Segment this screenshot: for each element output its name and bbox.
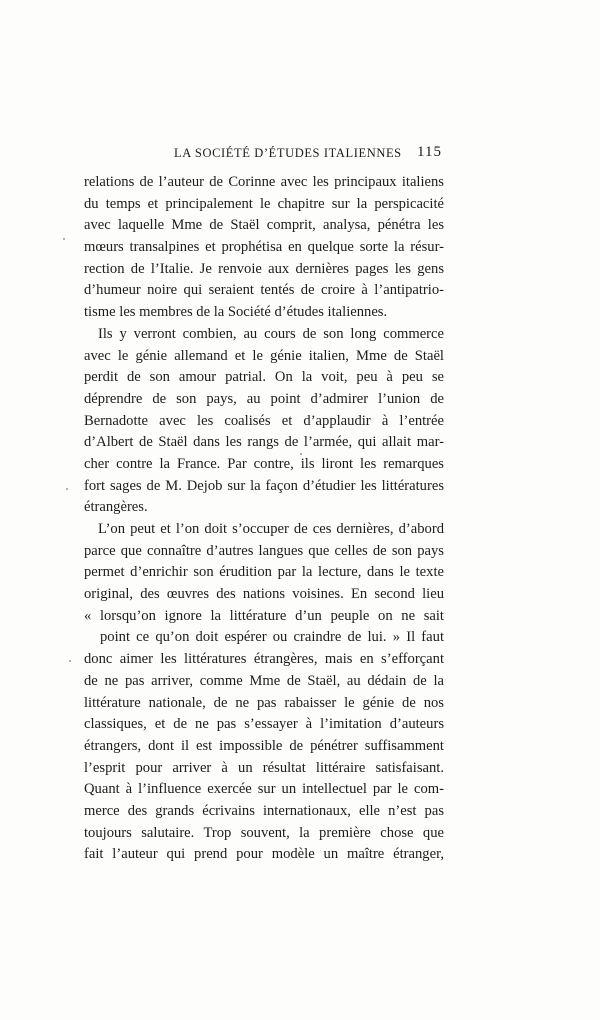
text-line: Quant à l’influence exercée sur un intellectuel par le com- xyxy=(84,781,444,798)
text-line: relations de l’auteur de Corinne avec les principaux italiens xyxy=(84,174,444,190)
text-line: rection de l’Italie. Je renvoie aux dernières pages les gens xyxy=(84,260,444,277)
text-line: mœurs transalpines et prophétisa en quelque sorte la résur- xyxy=(84,239,444,256)
text-line: fort sages de M. Dejob sur la façon d’étudier les littératures xyxy=(84,477,444,494)
text-line: merce des grands écrivains internationaux, elle n’est pas xyxy=(84,802,444,819)
text-line: perdit de son amour patrial. On la voit, peu à peu se xyxy=(84,369,444,386)
text-line: classiques, et de ne pas s’essayer à l’imitation d’auteurs xyxy=(84,716,444,733)
text-line: étrangers, dont il est impossible de pénétrer suffisamment xyxy=(84,737,444,754)
scan-speck xyxy=(66,488,68,490)
text-line: littérature nationale, de ne pas rabaisser le génie de nos xyxy=(84,694,444,711)
text-line: fait l’auteur qui prend pour modèle un maître étranger, xyxy=(84,846,444,863)
text-line: avec le génie allemand et le génie italien, Mme de Staël xyxy=(84,347,444,364)
text-line: parce que connaître d’autres langues que celles de son pays xyxy=(84,542,444,559)
running-title: LA SOCIÉTÉ D’ÉTUDES ITALIENNES xyxy=(174,146,402,160)
text-line: original, des œuvres des nations voisines. En second lieu xyxy=(84,586,444,603)
text-line: l’esprit pour arriver à un résultat littéraire satisfaisant. xyxy=(84,759,444,776)
text-line: donc aimer les littératures étrangères, mais en s’efforçant xyxy=(84,651,444,668)
text-line: « lorsqu’on ignore la littérature d’un peuple on ne sait xyxy=(84,607,444,624)
scan-speck xyxy=(69,660,71,662)
text-line: permet d’enrichir son érudition par la lecture, dans le texte xyxy=(84,564,444,581)
page-number: 115 xyxy=(417,144,442,160)
scan-speck xyxy=(63,238,65,240)
text-line: tisme les membres de la Société d’études italiennes. xyxy=(84,304,388,321)
running-head xyxy=(92,146,442,166)
paragraph-first-line: L’on peut et l’on doit s’occuper de ces dernières, d’abord xyxy=(98,521,444,537)
text-line: de ne pas arriver, comme Mme de Staël, au dédain de la xyxy=(84,672,444,689)
body-text xyxy=(84,172,444,866)
text-line: d’humeur noire qui seraient tentés de croire à l’antipatrio- xyxy=(84,282,444,299)
text-line: cher contre la France. Par contre, ils liront les remarques xyxy=(84,455,444,472)
paragraph-first-line: Ils y verront combien, au cours de son long commerce xyxy=(98,325,444,342)
text-line: toujours salutaire. Trop souvent, la première chose que xyxy=(84,824,444,841)
text-line: étrangères. xyxy=(84,499,148,516)
text-line: du temps et principalement le chapitre sur la perspicacité xyxy=(84,195,444,212)
text-line: avec laquelle Mme de Staël comprit, analysa, pénétra les xyxy=(84,217,444,234)
text-line: Bernadotte avec les coalisés et d’applaudir à l’entrée xyxy=(84,412,444,429)
scan-speck xyxy=(300,453,302,455)
text-line: point ce qu’on doit espérer ou craindre de lui. » Il faut xyxy=(100,629,444,646)
text-line: déprendre de son pays, au point d’admirer l’union de xyxy=(84,390,444,407)
text-line: d’Albert de Staël dans les rangs de l’armée, qui allait mar- xyxy=(84,434,444,451)
